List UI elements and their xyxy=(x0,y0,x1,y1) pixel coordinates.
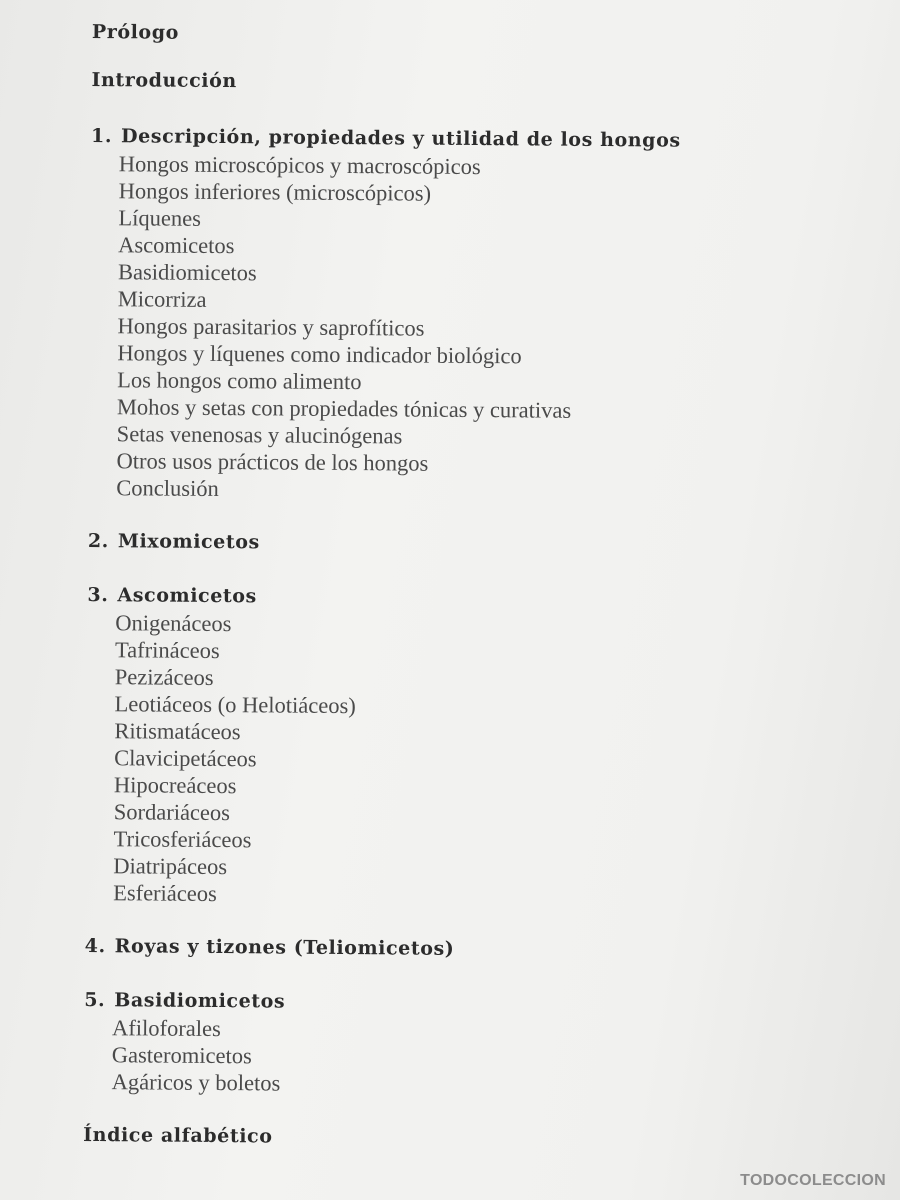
list-item: Gasteromicetos xyxy=(111,1042,252,1069)
list-item: Ritismatáceos xyxy=(114,718,241,745)
chapter-number: 5. xyxy=(84,988,106,1012)
list-item: Tricosferiáceos xyxy=(113,826,252,853)
list-item: Mohos y setas con propiedades tónicas y curativas xyxy=(116,394,572,423)
chapter-title: Mixomicetos xyxy=(117,530,260,554)
list-item: Hongos parasitarios y saprofíticos xyxy=(117,313,425,341)
list-item: Clavicipetáceos xyxy=(114,745,257,772)
chapter-subsections xyxy=(85,609,867,912)
list-item: Esferiáceos xyxy=(113,880,217,907)
watermark: TODOCOLECCION xyxy=(740,1172,886,1189)
chapter-title: Royas y tizones (Teliomicetos) xyxy=(114,935,455,960)
list-item: Ascomicetos xyxy=(118,232,235,259)
chapter-subsections xyxy=(84,1014,865,1101)
chapter-subsections xyxy=(88,150,871,507)
chapter-heading xyxy=(85,932,865,966)
chapter-number: 1. xyxy=(90,124,113,148)
toc-chapter-4 xyxy=(85,932,865,966)
list-item: Onigenáceos xyxy=(115,610,232,637)
toc-prologue: Prólogo xyxy=(91,20,180,44)
chapter-number: 4. xyxy=(84,934,106,958)
chapter-title: Basidiomicetos xyxy=(114,989,286,1013)
list-item: Tafrináceos xyxy=(114,637,220,664)
toc-chapter-3 xyxy=(85,581,868,912)
list-item: Micorriza xyxy=(117,286,207,312)
list-item: Otros usos prácticos de los hongos xyxy=(116,448,429,476)
toc-chapter-5 xyxy=(84,986,865,1101)
toc-chapter-1 xyxy=(88,122,871,507)
toc-index: Índice alfabético xyxy=(83,1123,273,1148)
list-item: Afiloforales xyxy=(111,1015,221,1042)
chapter-number: 3. xyxy=(87,583,109,607)
table-of-contents xyxy=(83,18,872,1155)
list-item: Hipocreáceos xyxy=(113,772,237,799)
list-item: Basidiomicetos xyxy=(117,259,257,286)
list-item: Hongos microscópicos y macroscópicos xyxy=(118,151,481,180)
list-item: Setas venenosas y alucinógenas xyxy=(116,421,403,449)
toc-introduction: Introducción xyxy=(91,68,237,93)
list-item: Hongos inferiores (microscópicos) xyxy=(118,178,432,206)
list-item: Los hongos como alimento xyxy=(117,367,362,395)
list-item: Leotiáceos (o Helotiáceos) xyxy=(114,691,356,719)
list-item: Líquenes xyxy=(118,205,202,231)
list-item: Sordariáceos xyxy=(113,799,231,826)
list-item: Agáricos y boletos xyxy=(111,1069,281,1096)
chapter-title: Descripción, propiedades y utilidad de los hongos xyxy=(120,125,681,152)
list-item: Pezizáceos xyxy=(114,664,214,690)
chapter-heading xyxy=(88,527,868,561)
toc-chapter-2 xyxy=(88,527,868,561)
list-item: Conclusión xyxy=(116,475,219,502)
chapter-number: 2. xyxy=(87,529,110,553)
list-item: Diatripáceos xyxy=(113,853,228,880)
chapter-title: Ascomicetos xyxy=(117,584,257,608)
list-item: Hongos y líquenes como indicador biológico xyxy=(117,340,522,369)
